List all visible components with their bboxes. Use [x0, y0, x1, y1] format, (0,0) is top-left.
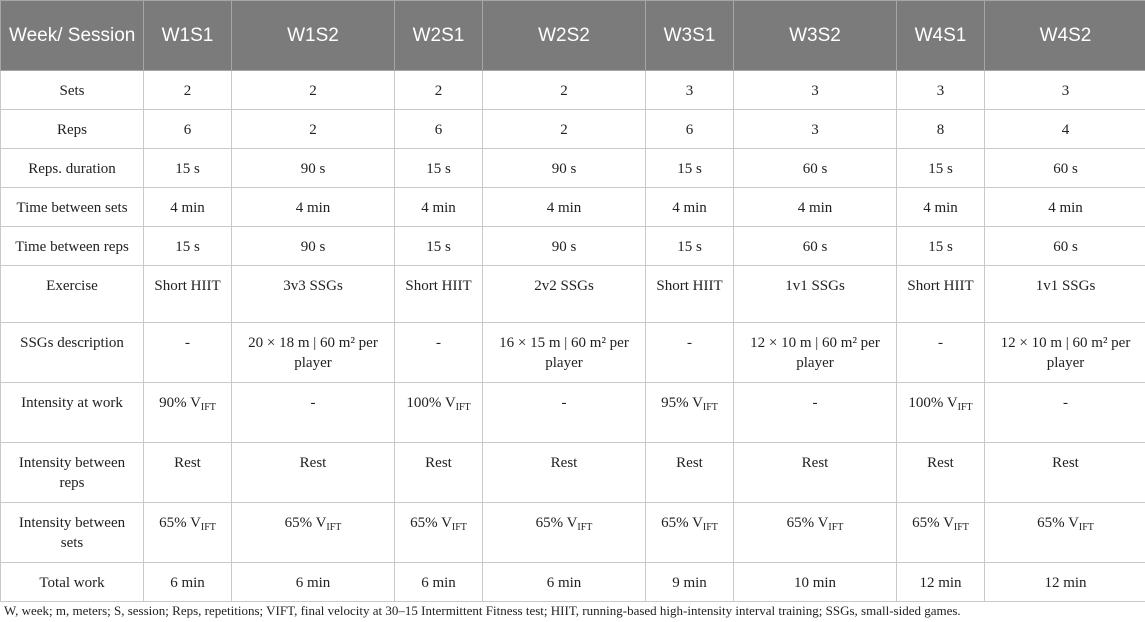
table-row-reps-duration: [1, 149, 1145, 188]
table-cell: 15 s: [646, 227, 734, 266]
table-row-time-between-sets: [1, 188, 1145, 227]
table-cell: 4 min: [232, 188, 395, 227]
table-cell: 2: [483, 110, 646, 149]
table-cell: [395, 503, 483, 563]
cell-value: 100% V: [406, 395, 456, 411]
table-cell: 4 min: [985, 188, 1145, 227]
table-cell: 15 s: [395, 227, 483, 266]
cell-subscript: IFT: [200, 522, 216, 533]
table-cell: 60 s: [985, 227, 1145, 266]
table-row-reps: [1, 110, 1145, 149]
table-cell: 6: [144, 110, 232, 149]
cell-value: 90% V: [159, 395, 201, 411]
table-cell: 60 s: [985, 149, 1145, 188]
table-cell: 90 s: [483, 149, 646, 188]
table-cell: 2v2 SSGs: [483, 266, 646, 323]
table-cell: 10 min: [734, 563, 897, 602]
row-label: Exercise: [1, 266, 144, 323]
table-row-exercise: [1, 266, 1145, 323]
table-cell: [897, 503, 985, 563]
table-cell: 15 s: [395, 149, 483, 188]
table-cell: 3: [734, 71, 897, 110]
table-cell: 2: [232, 71, 395, 110]
row-label: Reps. duration: [1, 149, 144, 188]
table-cell: [232, 503, 395, 563]
table-cell: 15 s: [646, 149, 734, 188]
row-label: Time between reps: [1, 227, 144, 266]
row-label: Sets: [1, 71, 144, 110]
table-cell: 1v1 SSGs: [985, 266, 1145, 323]
cell-subscript: IFT: [1078, 522, 1094, 533]
table-cell: Rest: [483, 443, 646, 503]
table-cell: 2: [483, 71, 646, 110]
table-cell: 15 s: [897, 149, 985, 188]
header-w3s1: W3S1: [646, 1, 734, 71]
table-cell: [483, 503, 646, 563]
table-cell: Short HIIT: [144, 266, 232, 323]
table-cell: -: [144, 323, 232, 383]
table-cell: -: [646, 323, 734, 383]
table-cell: 12 × 10 m | 60 m² per player: [734, 323, 897, 383]
table-cell: 4 min: [144, 188, 232, 227]
table-cell: 4 min: [395, 188, 483, 227]
table-row-ssgs-description: [1, 323, 1145, 383]
table-cell: 90 s: [483, 227, 646, 266]
table-row-intensity-at-work: [1, 383, 1145, 443]
cell-subscript: IFT: [200, 402, 216, 413]
header-w3s2: W3S2: [734, 1, 897, 71]
table-cell: 2: [144, 71, 232, 110]
table-cell: Rest: [734, 443, 897, 503]
table-cell: [646, 383, 734, 443]
table-cell: [985, 503, 1145, 563]
table-cell: 15 s: [897, 227, 985, 266]
table-cell: 4 min: [734, 188, 897, 227]
cell-subscript: IFT: [828, 522, 844, 533]
table-row-total-work: [1, 563, 1145, 602]
cell-subscript: IFT: [451, 522, 467, 533]
table-cell: 16 × 15 m | 60 m² per player: [483, 323, 646, 383]
table-cell: Short HIIT: [646, 266, 734, 323]
table-footnote: W, week; m, meters; S, session; Reps, repetitions; VIFT, final velocity at 30–15 Intermittent Fitness test; HIIT, running-based high-intensity interval training; SSGs, small-sided games.: [4, 603, 961, 618]
table-cell: 6 min: [395, 563, 483, 602]
table-cell: Rest: [232, 443, 395, 503]
table-cell: 6 min: [232, 563, 395, 602]
table-cell: 4: [985, 110, 1145, 149]
table-cell: [144, 383, 232, 443]
cell-subscript: IFT: [953, 522, 969, 533]
cell-value: 65% V: [159, 515, 201, 531]
table-cell: 90 s: [232, 227, 395, 266]
cell-subscript: IFT: [702, 402, 718, 413]
table-cell: 60 s: [734, 149, 897, 188]
header-w2s2: W2S2: [483, 1, 646, 71]
table-cell: Rest: [646, 443, 734, 503]
table-cell: 2: [232, 110, 395, 149]
table-cell: Short HIIT: [395, 266, 483, 323]
row-label: SSGs description: [1, 323, 144, 383]
table-cell: Rest: [144, 443, 232, 503]
table-cell: 20 × 18 m | 60 m² per player: [232, 323, 395, 383]
table-cell: 4 min: [483, 188, 646, 227]
table-cell: -: [897, 323, 985, 383]
cell-value: 65% V: [912, 515, 954, 531]
table-cell: 12 min: [985, 563, 1145, 602]
table-row-time-between-reps: [1, 227, 1145, 266]
cell-subscript: IFT: [455, 402, 471, 413]
row-label: Intensity at work: [1, 383, 144, 443]
table-cell: 6: [646, 110, 734, 149]
table-cell: 15 s: [144, 227, 232, 266]
table-row-intensity-between-sets: [1, 503, 1145, 563]
table-row-intensity-between-reps: [1, 443, 1145, 503]
table-cell: 6 min: [144, 563, 232, 602]
table-cell: 6 min: [483, 563, 646, 602]
table-cell: 3: [985, 71, 1145, 110]
table-cell: -: [734, 383, 897, 443]
header-row: [1, 1, 1145, 71]
table-row-sets: [1, 71, 1145, 110]
cell-value: 65% V: [535, 515, 578, 531]
table-cell: [734, 503, 897, 563]
cell-value: 100% V: [908, 395, 958, 411]
table-cell: [897, 383, 985, 443]
table-cell: 4 min: [646, 188, 734, 227]
cell-subscript: IFT: [577, 522, 593, 533]
header-week-session: Week/ Session: [1, 1, 144, 71]
table-cell: 3: [646, 71, 734, 110]
table-cell: 3: [897, 71, 985, 110]
cell-subscript: IFT: [957, 402, 973, 413]
table-cell: [395, 383, 483, 443]
cell-subscript: IFT: [326, 522, 342, 533]
row-label: Time between sets: [1, 188, 144, 227]
cell-value: 65% V: [410, 515, 452, 531]
cell-value: 65% V: [1037, 515, 1079, 531]
table-cell: 3v3 SSGs: [232, 266, 395, 323]
table-cell: 1v1 SSGs: [734, 266, 897, 323]
table-cell: 15 s: [144, 149, 232, 188]
header-w1s1: W1S1: [144, 1, 232, 71]
table-cell: 6: [395, 110, 483, 149]
cell-value: 65% V: [786, 515, 829, 531]
table-cell: -: [395, 323, 483, 383]
table-cell: 3: [734, 110, 897, 149]
row-label: Reps: [1, 110, 144, 149]
cell-subscript: IFT: [702, 522, 718, 533]
table-cell: 2: [395, 71, 483, 110]
table-cell: -: [985, 383, 1145, 443]
table-cell: 9 min: [646, 563, 734, 602]
table-cell: 90 s: [232, 149, 395, 188]
table-cell: Rest: [897, 443, 985, 503]
cell-value: 65% V: [661, 515, 703, 531]
row-label: Total work: [1, 563, 144, 602]
header-w4s2: W4S2: [985, 1, 1145, 71]
header-w4s1: W4S1: [897, 1, 985, 71]
row-label: Intensity between sets: [1, 503, 144, 563]
table-cell: 8: [897, 110, 985, 149]
cell-value: 65% V: [284, 515, 327, 531]
table-cell: 60 s: [734, 227, 897, 266]
table-cell: [144, 503, 232, 563]
header-w2s1: W2S1: [395, 1, 483, 71]
cell-value: 95% V: [661, 395, 703, 411]
table-cell: -: [232, 383, 395, 443]
table-cell: -: [483, 383, 646, 443]
header-w1s2: W1S2: [232, 1, 395, 71]
table-cell: Short HIIT: [897, 266, 985, 323]
table-cell: 4 min: [897, 188, 985, 227]
table-cell: Rest: [395, 443, 483, 503]
table-cell: [646, 503, 734, 563]
row-label: Intensity between reps: [1, 443, 144, 503]
table-cell: 12 × 10 m | 60 m² per player: [985, 323, 1145, 383]
table-cell: Rest: [985, 443, 1145, 503]
table-cell: 12 min: [897, 563, 985, 602]
